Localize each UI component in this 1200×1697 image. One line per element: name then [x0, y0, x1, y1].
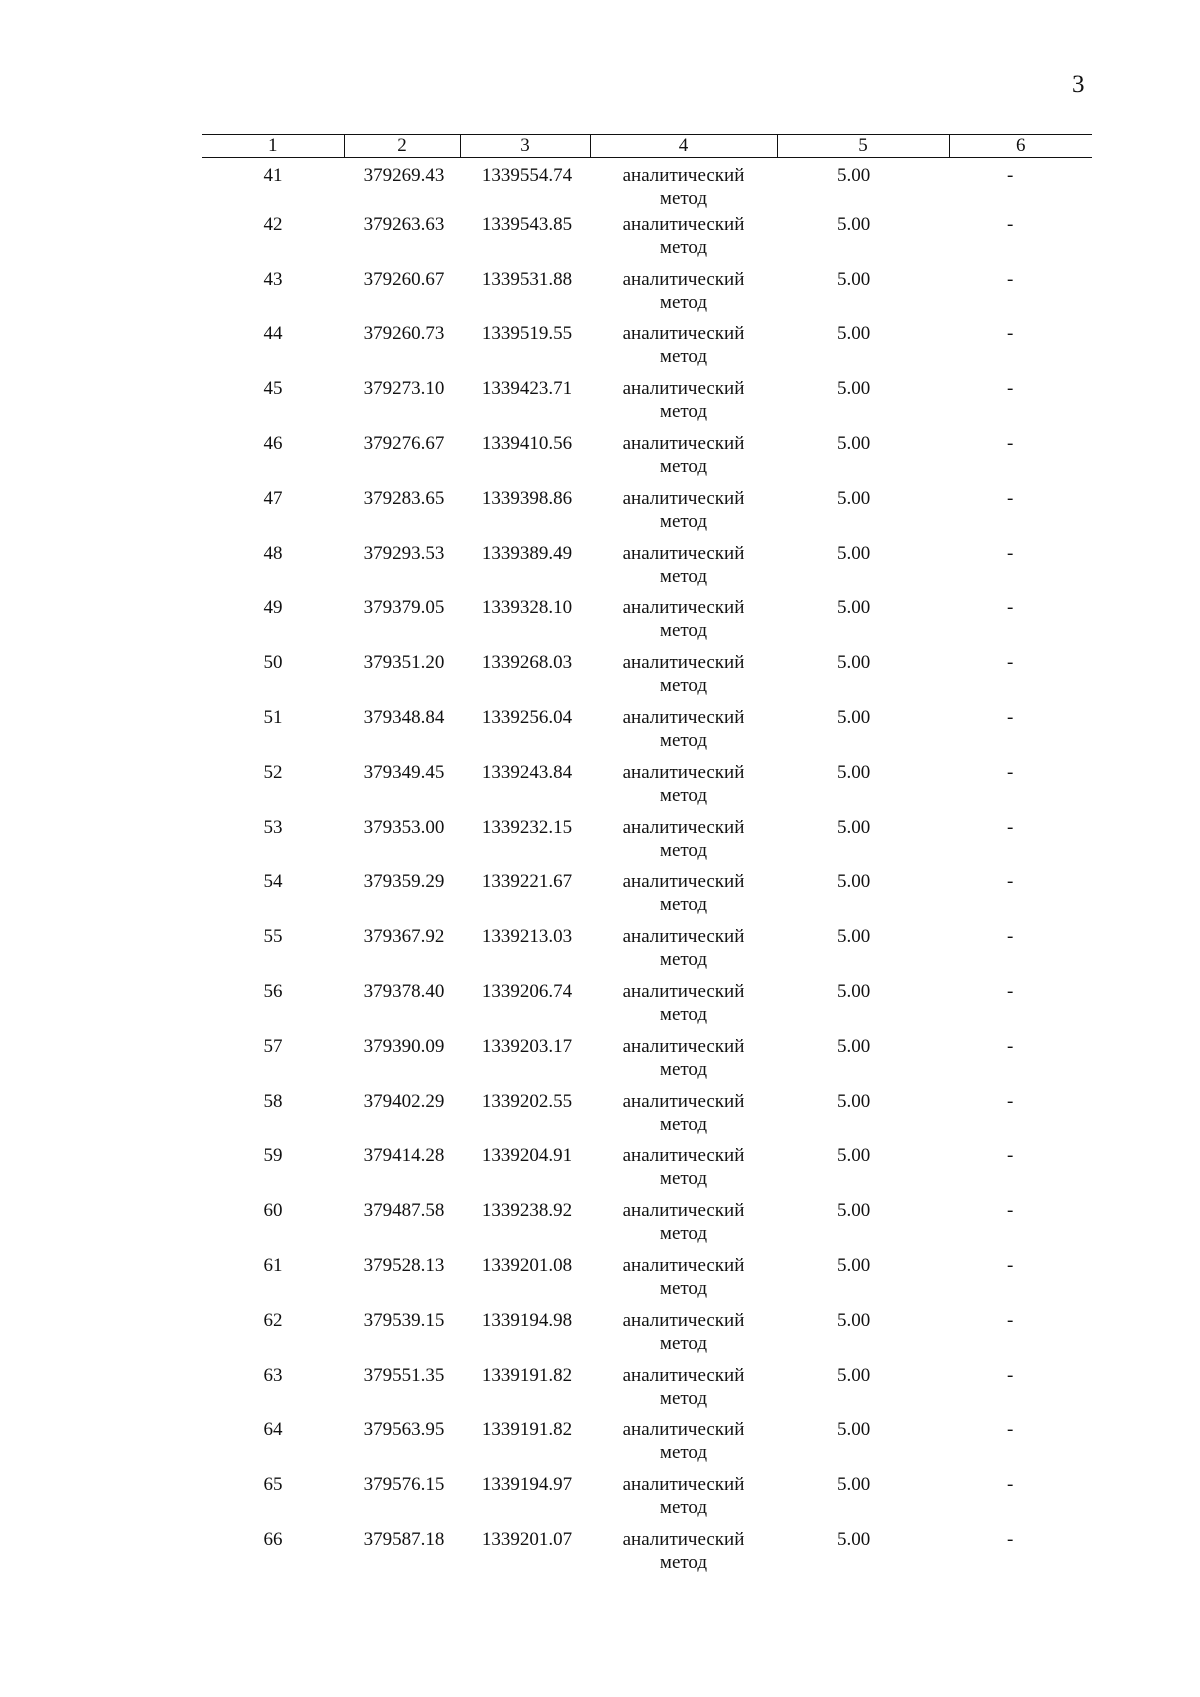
- method-cell: [590, 1144, 777, 1199]
- table-row: [202, 487, 1092, 542]
- x-coordinate-cell: 379487.58: [363, 1200, 445, 1222]
- extra-cell: -: [1007, 597, 1014, 619]
- table-row: [202, 980, 1092, 1035]
- y-coordinate-cell: 1339232.15: [481, 816, 573, 838]
- y-coordinate-cell: 1339423.71: [481, 378, 573, 400]
- point-number-cell: 41: [263, 165, 283, 186]
- x-coordinate-cell: 379390.09: [363, 1035, 445, 1057]
- method-line-1: аналитический: [622, 1145, 745, 1167]
- method-cell: [590, 1364, 777, 1419]
- method-cell: [590, 1035, 777, 1090]
- point-number-cell: 56: [263, 980, 283, 1002]
- accuracy-cell: 5.00: [837, 487, 871, 509]
- point-number-cell: 55: [263, 926, 283, 948]
- method-line-2: метод: [659, 1058, 708, 1080]
- method-cell: [590, 1199, 777, 1254]
- header-col-1: 1: [202, 135, 344, 158]
- point-number-cell: 50: [263, 652, 283, 674]
- point-number-cell: 49: [263, 597, 283, 619]
- accuracy-cell: 5.00: [837, 706, 871, 728]
- point-number-cell: 64: [263, 1419, 283, 1441]
- extra-cell: -: [1007, 1145, 1014, 1167]
- accuracy-cell: 5.00: [837, 1419, 871, 1441]
- accuracy-cell: 5.00: [837, 652, 871, 674]
- extra-cell: -: [1007, 213, 1014, 235]
- x-coordinate-cell: 379351.20: [363, 652, 445, 674]
- y-coordinate-cell: 1339203.17: [481, 1035, 573, 1057]
- method-cell: [590, 1473, 777, 1528]
- point-number-cell: 47: [263, 487, 283, 509]
- method-cell: [590, 322, 777, 377]
- table-row: [202, 1473, 1092, 1528]
- y-coordinate-cell: 1339410.56: [481, 432, 573, 454]
- method-line-2: метод: [659, 401, 708, 423]
- accuracy-cell: 5.00: [837, 1035, 871, 1057]
- y-coordinate-cell: 1339194.97: [481, 1474, 573, 1496]
- point-number-cell: 54: [263, 871, 283, 893]
- accuracy-cell: 5.00: [837, 1474, 871, 1496]
- accuracy-cell: 5.00: [837, 1254, 871, 1276]
- method-line-1: аналитический: [622, 487, 745, 509]
- extra-cell: -: [1007, 1035, 1014, 1057]
- y-coordinate-cell: 1339194.98: [481, 1309, 573, 1331]
- table-row: [202, 651, 1092, 706]
- accuracy-cell: 5.00: [837, 761, 871, 783]
- table-row: [202, 268, 1092, 323]
- point-number-cell: 45: [263, 378, 283, 400]
- table-row: [202, 432, 1092, 487]
- extra-cell: -: [1007, 1309, 1014, 1331]
- accuracy-cell: 5.00: [837, 1200, 871, 1222]
- x-coordinate-cell: 379551.35: [363, 1364, 445, 1386]
- x-coordinate-cell: 379283.65: [363, 487, 445, 509]
- y-coordinate-cell: 1339519.55: [481, 323, 573, 345]
- coordinates-table: [202, 134, 1092, 1583]
- table-row: [202, 1254, 1092, 1309]
- accuracy-cell: 5.00: [837, 980, 871, 1002]
- method-line-1: аналитический: [622, 378, 745, 400]
- method-cell: [590, 377, 777, 432]
- point-number-cell: 43: [263, 268, 283, 290]
- method-line-1: аналитический: [622, 432, 745, 454]
- x-coordinate-cell: 379539.15: [363, 1309, 445, 1331]
- y-coordinate-cell: 1339328.10: [481, 597, 573, 619]
- x-coordinate-cell: 379379.05: [363, 597, 445, 619]
- x-coordinate-cell: 379263.63: [363, 213, 445, 235]
- method-line-2: метод: [659, 291, 708, 313]
- method-cell: [590, 487, 777, 542]
- accuracy-cell: 5.00: [837, 542, 871, 564]
- extra-cell: -: [1007, 1419, 1014, 1441]
- accuracy-cell: 5.00: [837, 378, 871, 400]
- x-coordinate-cell: 379349.45: [363, 761, 445, 783]
- method-cell: [590, 1090, 777, 1145]
- method-cell: [590, 925, 777, 980]
- y-coordinate-cell: 1339531.88: [481, 268, 573, 290]
- point-number-cell: 46: [263, 432, 283, 454]
- method-line-2: метод: [659, 565, 708, 587]
- method-line-1: аналитический: [622, 652, 745, 674]
- table-row: [202, 542, 1092, 597]
- y-coordinate-cell: 1339554.74: [481, 165, 573, 186]
- extra-cell: -: [1007, 980, 1014, 1002]
- accuracy-cell: 5.00: [837, 165, 871, 186]
- table-row: [202, 1199, 1092, 1254]
- table-row: [202, 1528, 1092, 1583]
- x-coordinate-cell: 379587.18: [363, 1528, 445, 1550]
- table-body: [202, 158, 1092, 1583]
- point-number-cell: 42: [263, 213, 283, 235]
- method-line-1: аналитический: [622, 816, 745, 838]
- x-coordinate-cell: 379378.40: [363, 980, 445, 1002]
- method-line-2: метод: [659, 1113, 708, 1135]
- y-coordinate-cell: 1339398.86: [481, 487, 573, 509]
- method-line-1: аналитический: [622, 706, 745, 728]
- point-number-cell: 59: [263, 1145, 283, 1167]
- method-cell: [590, 651, 777, 706]
- method-line-1: аналитический: [622, 323, 745, 345]
- extra-cell: -: [1007, 1474, 1014, 1496]
- extra-cell: -: [1007, 432, 1014, 454]
- header-row: [202, 135, 1092, 158]
- method-line-2: метод: [659, 510, 708, 532]
- y-coordinate-cell: 1339191.82: [481, 1364, 573, 1386]
- y-coordinate-cell: 1339268.03: [481, 652, 573, 674]
- method-line-1: аналитический: [622, 980, 745, 1002]
- x-coordinate-cell: 379348.84: [363, 706, 445, 728]
- x-coordinate-cell: 379367.92: [363, 926, 445, 948]
- point-number-cell: 51: [263, 706, 283, 728]
- method-line-1: аналитический: [622, 165, 745, 186]
- y-coordinate-cell: 1339256.04: [481, 706, 573, 728]
- point-number-cell: 66: [263, 1528, 283, 1550]
- method-cell: [590, 596, 777, 651]
- point-number-cell: 52: [263, 761, 283, 783]
- method-line-1: аналитический: [622, 268, 745, 290]
- point-number-cell: 60: [263, 1200, 283, 1222]
- accuracy-cell: 5.00: [837, 1364, 871, 1386]
- x-coordinate-cell: 379293.53: [363, 542, 445, 564]
- table-row: [202, 1090, 1092, 1145]
- method-cell: [590, 1254, 777, 1309]
- method-line-2: метод: [659, 1442, 708, 1464]
- point-number-cell: 44: [263, 323, 283, 345]
- table-row: [202, 1418, 1092, 1473]
- accuracy-cell: 5.00: [837, 1090, 871, 1112]
- extra-cell: -: [1007, 1254, 1014, 1276]
- method-line-2: метод: [659, 1497, 708, 1519]
- table-row: [202, 761, 1092, 816]
- table-row: [202, 816, 1092, 871]
- method-line-1: аналитический: [622, 1254, 745, 1276]
- method-line-1: аналитический: [622, 871, 745, 893]
- method-cell: [590, 432, 777, 487]
- x-coordinate-cell: 379402.29: [363, 1090, 445, 1112]
- method-line-1: аналитический: [622, 926, 745, 948]
- extra-cell: -: [1007, 1364, 1014, 1386]
- table-row: [202, 322, 1092, 377]
- method-cell: [590, 761, 777, 816]
- header-col-3: 3: [460, 135, 590, 158]
- header-col-5: 5: [777, 135, 949, 158]
- x-coordinate-cell: 379359.29: [363, 871, 445, 893]
- method-cell: [590, 158, 777, 213]
- extra-cell: -: [1007, 1090, 1014, 1112]
- point-number-cell: 62: [263, 1309, 283, 1331]
- x-coordinate-cell: 379260.73: [363, 323, 445, 345]
- method-line-2: метод: [659, 675, 708, 697]
- method-line-2: метод: [659, 455, 708, 477]
- method-line-2: метод: [659, 949, 708, 971]
- method-line-1: аналитический: [622, 1090, 745, 1112]
- method-cell: [590, 213, 777, 268]
- method-line-1: аналитический: [622, 761, 745, 783]
- method-line-2: метод: [659, 1168, 708, 1190]
- accuracy-cell: 5.00: [837, 323, 871, 345]
- method-line-1: аналитический: [622, 597, 745, 619]
- page-number: 3: [1072, 71, 1085, 98]
- extra-cell: -: [1007, 323, 1014, 345]
- x-coordinate-cell: 379276.67: [363, 432, 445, 454]
- point-number-cell: 58: [263, 1090, 283, 1112]
- x-coordinate-cell: 379528.13: [363, 1254, 445, 1276]
- point-number-cell: 57: [263, 1035, 283, 1057]
- x-coordinate-cell: 379273.10: [363, 378, 445, 400]
- extra-cell: -: [1007, 165, 1014, 186]
- accuracy-cell: 5.00: [837, 268, 871, 290]
- method-line-2: метод: [659, 620, 708, 642]
- table-row: [202, 213, 1092, 268]
- method-line-1: аналитический: [622, 1309, 745, 1331]
- method-line-2: метод: [659, 1003, 708, 1025]
- method-line-2: метод: [659, 236, 708, 258]
- extra-cell: -: [1007, 487, 1014, 509]
- table-row: [202, 596, 1092, 651]
- y-coordinate-cell: 1339221.67: [481, 871, 573, 893]
- x-coordinate-cell: 379576.15: [363, 1474, 445, 1496]
- extra-cell: -: [1007, 542, 1014, 564]
- table-row: [202, 870, 1092, 925]
- y-coordinate-cell: 1339206.74: [481, 980, 573, 1002]
- header-col-2: 2: [344, 135, 460, 158]
- table-row: [202, 1309, 1092, 1364]
- method-line-2: метод: [659, 346, 708, 368]
- method-line-2: метод: [659, 1387, 708, 1409]
- x-coordinate-cell: 379353.00: [363, 816, 445, 838]
- extra-cell: -: [1007, 761, 1014, 783]
- method-line-1: аналитический: [622, 1528, 745, 1550]
- method-line-1: аналитический: [622, 1200, 745, 1222]
- header-col-4: 4: [590, 135, 777, 158]
- table-row: [202, 1035, 1092, 1090]
- table-row: [202, 158, 1092, 213]
- accuracy-cell: 5.00: [837, 597, 871, 619]
- header-col-6: 6: [949, 135, 1092, 158]
- method-line-2: метод: [659, 1223, 708, 1245]
- accuracy-cell: 5.00: [837, 1528, 871, 1550]
- extra-cell: -: [1007, 871, 1014, 893]
- method-cell: [590, 816, 777, 871]
- method-line-1: аналитический: [622, 1364, 745, 1386]
- accuracy-cell: 5.00: [837, 871, 871, 893]
- x-coordinate-cell: 379260.67: [363, 268, 445, 290]
- method-cell: [590, 1418, 777, 1473]
- table-row: [202, 377, 1092, 432]
- accuracy-cell: 5.00: [837, 1145, 871, 1167]
- method-cell: [590, 706, 777, 761]
- table-row: [202, 706, 1092, 761]
- extra-cell: -: [1007, 652, 1014, 674]
- y-coordinate-cell: 1339202.55: [481, 1090, 573, 1112]
- method-line-1: аналитический: [622, 1474, 745, 1496]
- table-row: [202, 925, 1092, 980]
- y-coordinate-cell: 1339213.03: [481, 926, 573, 948]
- extra-cell: -: [1007, 816, 1014, 838]
- method-line-2: метод: [659, 894, 708, 916]
- y-coordinate-cell: 1339204.91: [481, 1145, 573, 1167]
- method-cell: [590, 870, 777, 925]
- accuracy-cell: 5.00: [837, 816, 871, 838]
- method-line-1: аналитический: [622, 1035, 745, 1057]
- method-line-2: метод: [659, 1332, 708, 1354]
- y-coordinate-cell: 1339389.49: [481, 542, 573, 564]
- accuracy-cell: 5.00: [837, 213, 871, 235]
- extra-cell: -: [1007, 1200, 1014, 1222]
- method-cell: [590, 1309, 777, 1364]
- y-coordinate-cell: 1339191.82: [481, 1419, 573, 1441]
- extra-cell: -: [1007, 1528, 1014, 1550]
- method-cell: [590, 1528, 777, 1583]
- y-coordinate-cell: 1339243.84: [481, 761, 573, 783]
- method-line-1: аналитический: [622, 542, 745, 564]
- extra-cell: -: [1007, 926, 1014, 948]
- method-line-1: аналитический: [622, 1419, 745, 1441]
- point-number-cell: 63: [263, 1364, 283, 1386]
- extra-cell: -: [1007, 268, 1014, 290]
- x-coordinate-cell: 379414.28: [363, 1145, 445, 1167]
- method-cell: [590, 542, 777, 597]
- extra-cell: -: [1007, 378, 1014, 400]
- table-header: [202, 135, 1092, 158]
- table-row: [202, 1364, 1092, 1419]
- method-line-2: метод: [659, 784, 708, 806]
- x-coordinate-cell: 379269.43: [363, 165, 445, 186]
- method-line-2: метод: [659, 839, 708, 861]
- accuracy-cell: 5.00: [837, 1309, 871, 1331]
- method-line-2: метод: [659, 1277, 708, 1299]
- method-line-1: аналитический: [622, 213, 745, 235]
- method-cell: [590, 980, 777, 1035]
- point-number-cell: 48: [263, 542, 283, 564]
- y-coordinate-cell: 1339201.07: [481, 1528, 573, 1550]
- y-coordinate-cell: 1339543.85: [481, 213, 573, 235]
- extra-cell: -: [1007, 706, 1014, 728]
- point-number-cell: 53: [263, 816, 283, 838]
- accuracy-cell: 5.00: [837, 926, 871, 948]
- method-line-2: метод: [659, 188, 708, 209]
- method-cell: [590, 268, 777, 323]
- x-coordinate-cell: 379563.95: [363, 1419, 445, 1441]
- y-coordinate-cell: 1339238.92: [481, 1200, 573, 1222]
- accuracy-cell: 5.00: [837, 432, 871, 454]
- point-number-cell: 65: [263, 1474, 283, 1496]
- table-row: [202, 1144, 1092, 1199]
- point-number-cell: 61: [263, 1254, 283, 1276]
- method-line-2: метод: [659, 1551, 708, 1573]
- y-coordinate-cell: 1339201.08: [481, 1254, 573, 1276]
- method-line-2: метод: [659, 729, 708, 751]
